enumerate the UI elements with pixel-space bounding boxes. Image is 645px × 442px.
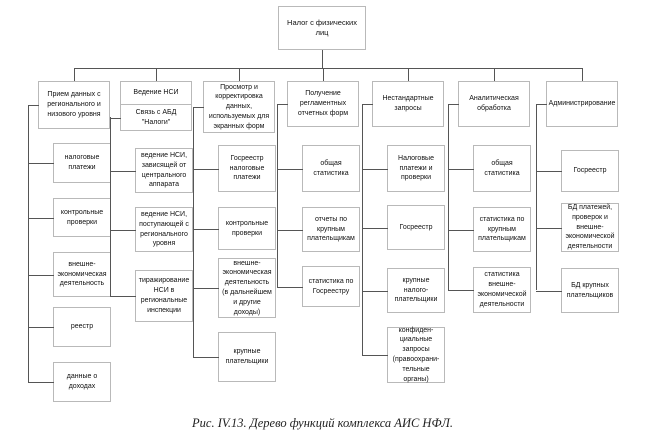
- branch-header: Просмотр и корректировка данных, используемых для экранных форм: [203, 81, 275, 133]
- branch-drop-line: [239, 68, 240, 81]
- tree-node: общая статистика: [473, 145, 531, 192]
- tree-node: статистика по крупным плательщикам: [473, 207, 531, 252]
- branch-view-edit-data: [190, 0, 276, 442]
- tree-node: внешне-экономическая деятельность: [53, 252, 111, 297]
- branch-drop-line: [323, 68, 324, 81]
- branch-analytics: [445, 0, 531, 442]
- branch-header: Получение регламентных отчетных форм: [287, 81, 359, 127]
- branch-report-forms: [274, 0, 360, 442]
- tree-node: статистика внешне-экономической деятельности: [473, 267, 531, 313]
- tree-node: налоговые платежи: [53, 143, 111, 183]
- branch-trunk-line: [28, 105, 29, 382]
- tree-node: конфиден-циальные запросы (правоохрани-тельные органы): [387, 327, 445, 383]
- branch-drop-line: [74, 68, 75, 81]
- tree-node: БД платежей, проверок и внешне-экономической деятельности: [561, 203, 619, 252]
- branch-data-intake: [25, 0, 111, 442]
- tree-node: контрольные проверки: [53, 198, 111, 237]
- tree-node: ведение НСИ, поступающей с регионального уровня: [135, 207, 193, 252]
- branch-header: Нестандартные запросы: [372, 81, 444, 127]
- branch-trunk-line: [193, 107, 194, 357]
- branch-trunk-line: [110, 117, 111, 296]
- branch-header: Аналитическая обработка: [458, 81, 530, 127]
- tree-node: внешне-экономическая деятельность (в дальнейшем и другие доходы): [218, 258, 276, 318]
- branch-nonstandard-queries: [359, 0, 445, 442]
- tree-node: крупные налого-плательщики: [387, 268, 445, 313]
- tree-node: Налоговые платежи и проверки: [387, 145, 445, 192]
- branch-administration: [533, 0, 619, 442]
- tree-node: ведение НСИ, зависящей от центрального аппарата: [135, 148, 193, 193]
- tree-node: Госреестр: [561, 150, 619, 192]
- tree-node: тиражирование НСИ в региональные инспекции: [135, 270, 193, 322]
- branch-header: Ведение НСИ: [120, 81, 192, 105]
- figure-caption: Рис. IV.13. Дерево функций комплекса АИС НФЛ.: [192, 416, 453, 430]
- tree-node: Госреестр: [387, 205, 445, 250]
- branch-trunk-line: [536, 105, 537, 290]
- tree-node: данные о доходах: [53, 362, 111, 402]
- tree-node: контрольные проверки: [218, 207, 276, 250]
- branch-trunk-line: [277, 105, 278, 287]
- root-node: Налог с физических лиц: [278, 6, 366, 50]
- tree-node: крупные плательщики: [218, 332, 276, 382]
- branch-trunk-line: [448, 105, 449, 290]
- tree-node: БД крупных плательщиков: [561, 268, 619, 313]
- branch-header: Администрирование: [546, 81, 618, 127]
- branch-header: Прием данных с регионального и низового уровня: [38, 81, 110, 129]
- branch-trunk-line: [362, 105, 363, 355]
- branch-drop-line: [494, 68, 495, 81]
- tree-node: общая статистика: [302, 145, 360, 192]
- tree-node: реестр: [53, 307, 111, 347]
- tree-node: Госреестр налоговые платежи: [218, 145, 276, 192]
- branch-subheader: Связь с АБД "Налоги": [120, 104, 192, 131]
- tree-node: отчеты по крупным плательщикам: [302, 207, 360, 252]
- branch-nsi-maintenance: [107, 0, 193, 442]
- branch-drop-line: [408, 68, 409, 81]
- branch-drop-line: [582, 68, 583, 81]
- tree-node: статистика по Госреестру: [302, 266, 360, 307]
- branch-drop-line: [156, 68, 157, 81]
